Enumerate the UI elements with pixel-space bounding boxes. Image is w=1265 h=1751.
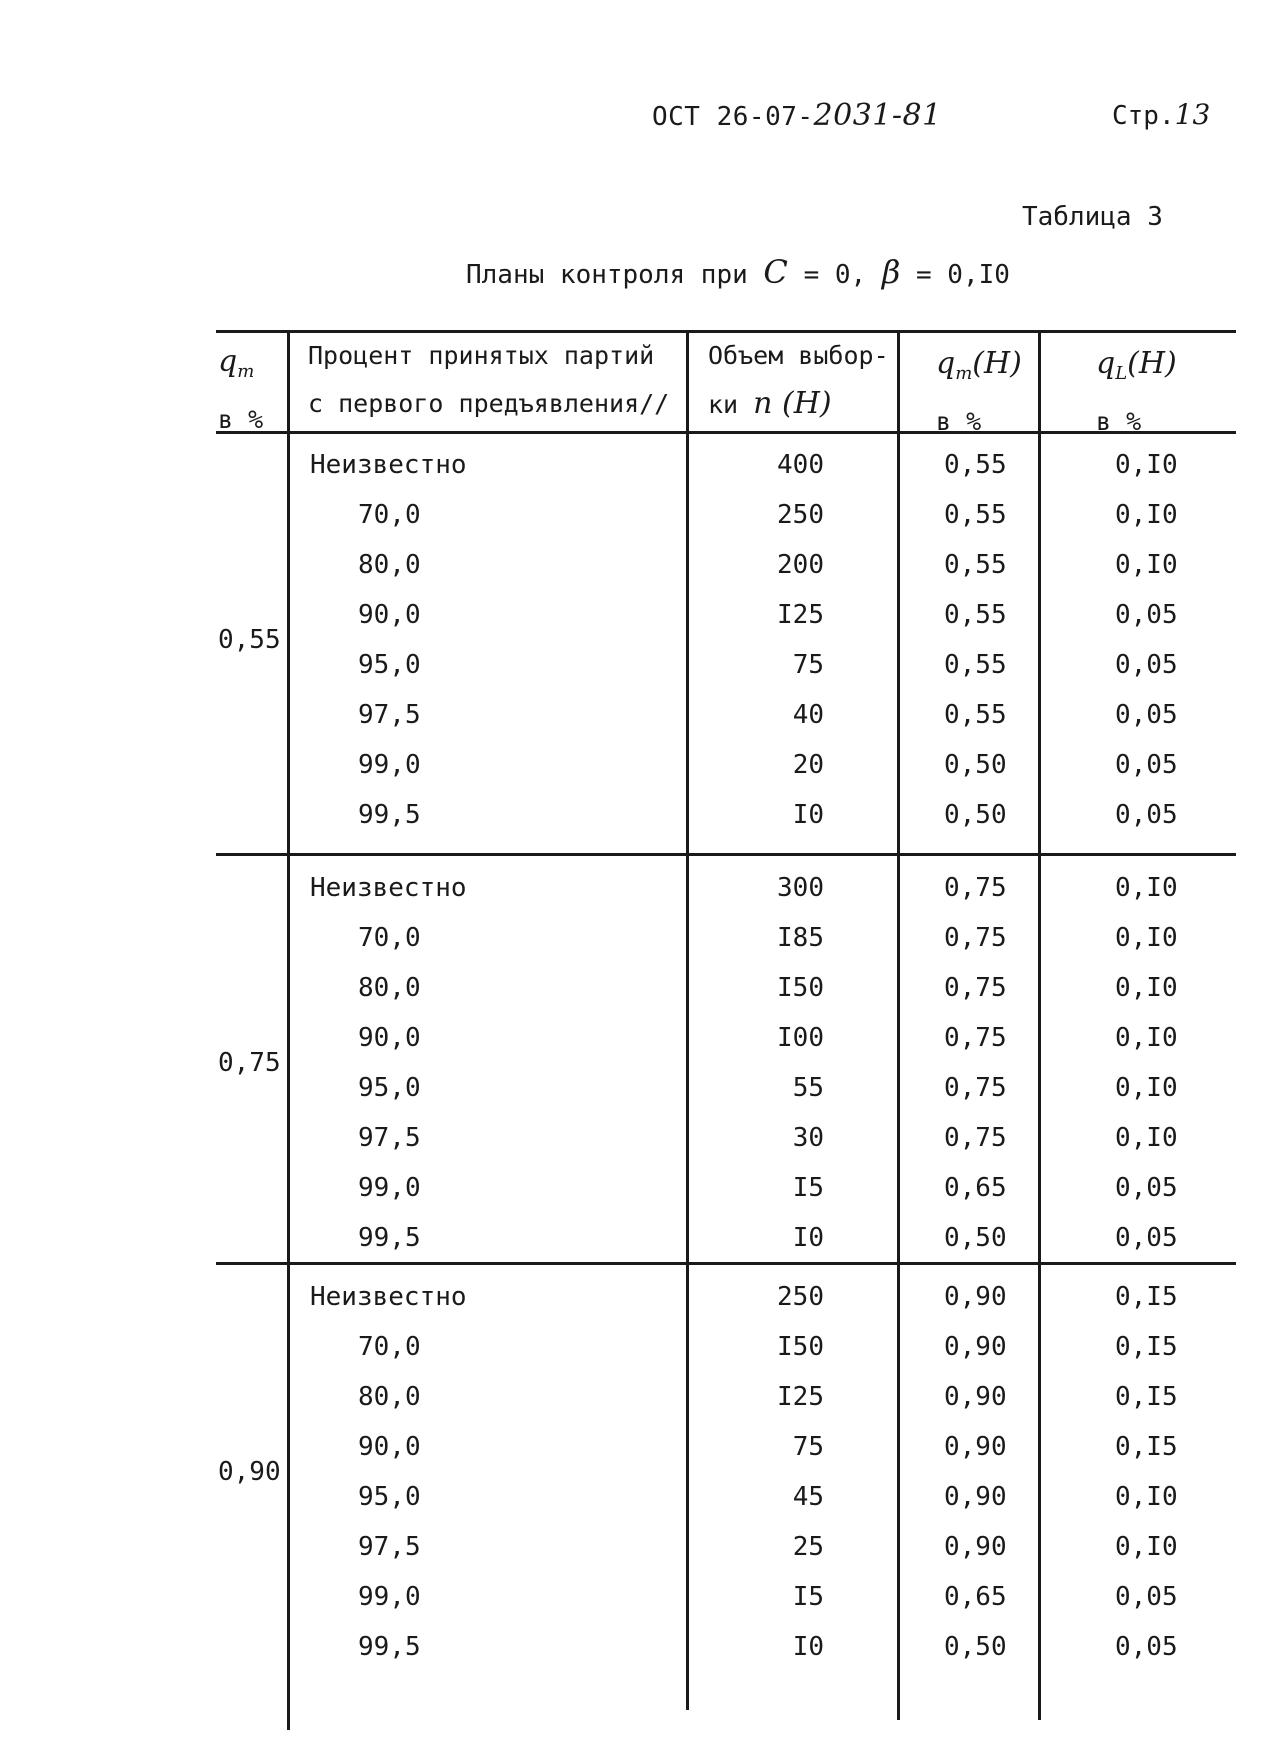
page-number-value: 13 — [1174, 98, 1211, 131]
row-sample-size: I5 — [792, 1582, 824, 1612]
row-qm-h: 0,75 — [944, 1123, 1007, 1153]
row-qm-h: 0,75 — [944, 1023, 1007, 1053]
row-qm-h: 0,90 — [944, 1432, 1007, 1462]
row-percent-accepted: 90,0 — [358, 600, 421, 630]
row-ql-h: 0,I0 — [1115, 973, 1178, 1003]
row-sample-size: 55 — [792, 1073, 824, 1103]
row-sample-size: 250 — [777, 500, 824, 530]
row-qm-h: 0,50 — [944, 1632, 1007, 1662]
table-header-rule — [216, 431, 1236, 434]
document-code-handwritten: 2031-81 — [813, 98, 942, 133]
group-qm-label: 0,75 — [218, 1048, 281, 1078]
header-ql-h: $q_L(H)$ в % — [1096, 346, 1177, 436]
row-percent-accepted: 80,0 — [358, 1382, 421, 1412]
header-qm-h: $q_m(H)$ в % — [936, 346, 1022, 436]
table-label: Таблица 3 — [1022, 202, 1163, 232]
document-code-printed: ОСТ 26-07- — [652, 102, 814, 132]
row-ql-h: 0,05 — [1115, 1582, 1178, 1612]
row-qm-h: 0,75 — [944, 873, 1007, 903]
row-sample-size: 250 — [777, 1282, 824, 1312]
row-ql-h: 0,I0 — [1115, 1023, 1178, 1053]
row-sample-size: I00 — [777, 1023, 824, 1053]
column-rule-4 — [1038, 330, 1041, 1720]
row-sample-size: I50 — [777, 973, 824, 1003]
row-sample-size: 75 — [792, 650, 824, 680]
row-ql-h: 0,I0 — [1115, 550, 1178, 580]
row-ql-h: 0,I0 — [1115, 1123, 1178, 1153]
row-percent-accepted: 95,0 — [358, 1482, 421, 1512]
caption-prefix: Планы контроля при — [466, 260, 748, 290]
row-ql-h: 0,I0 — [1115, 450, 1178, 480]
row-sample-size: 200 — [777, 550, 824, 580]
row-ql-h: 0,I0 — [1115, 1532, 1178, 1562]
row-ql-h: 0,I0 — [1115, 873, 1178, 903]
row-ql-h: 0,05 — [1115, 800, 1178, 830]
row-percent-accepted: 95,0 — [358, 1073, 421, 1103]
row-qm-h: 0,55 — [944, 450, 1007, 480]
header-sample-size: Объем выбор- ки n (H) — [708, 341, 889, 421]
row-ql-h: 0,I0 — [1115, 1073, 1178, 1103]
row-ql-h: 0,I0 — [1115, 923, 1178, 953]
group-qm-label: 0,55 — [218, 625, 281, 655]
row-percent-accepted: 99,5 — [358, 1632, 421, 1662]
row-percent-accepted: 97,5 — [358, 1123, 421, 1153]
row-percent-accepted: 99,5 — [358, 800, 421, 830]
row-qm-h: 0,75 — [944, 973, 1007, 1003]
column-rule-2 — [686, 330, 689, 1710]
row-sample-size: 20 — [792, 750, 824, 780]
row-percent-accepted: 70,0 — [358, 500, 421, 530]
row-ql-h: 0,05 — [1115, 1223, 1178, 1253]
group-divider-1 — [216, 853, 1236, 856]
header-percent-accepted: Процент принятых партий с первого предъявления// — [308, 341, 670, 418]
row-ql-h: 0,05 — [1115, 650, 1178, 680]
row-percent-accepted: Неизвестно — [310, 1282, 467, 1312]
row-percent-accepted: 99,0 — [358, 1582, 421, 1612]
row-percent-accepted: 99,0 — [358, 750, 421, 780]
row-percent-accepted: 99,5 — [358, 1223, 421, 1253]
table-caption — [466, 253, 1010, 291]
row-percent-accepted: 90,0 — [358, 1023, 421, 1053]
row-qm-h: 0,55 — [944, 550, 1007, 580]
row-sample-size: 30 — [792, 1123, 824, 1153]
row-sample-size: I25 — [777, 600, 824, 630]
row-percent-accepted: Неизвестно — [310, 873, 467, 903]
row-ql-h: 0,I5 — [1115, 1382, 1178, 1412]
document-code — [652, 98, 942, 133]
row-qm-h: 0,55 — [944, 700, 1007, 730]
row-qm-h: 0,55 — [944, 600, 1007, 630]
page-label: Стр. — [1112, 101, 1175, 131]
group-divider-2 — [216, 1262, 1236, 1265]
row-sample-size: I0 — [792, 1223, 824, 1253]
row-qm-h: 0,65 — [944, 1582, 1007, 1612]
caption-beta-symbol: β — [881, 253, 901, 291]
row-percent-accepted: 70,0 — [358, 923, 421, 953]
row-percent-accepted: 80,0 — [358, 973, 421, 1003]
row-qm-h: 0,50 — [944, 750, 1007, 780]
row-percent-accepted: Неизвестно — [310, 450, 467, 480]
row-qm-h: 0,90 — [944, 1482, 1007, 1512]
group-qm-label: 0,90 — [218, 1457, 281, 1487]
row-qm-h: 0,65 — [944, 1173, 1007, 1203]
column-rule-3 — [897, 330, 900, 1720]
row-sample-size: I0 — [792, 1632, 824, 1662]
row-percent-accepted: 90,0 — [358, 1432, 421, 1462]
row-percent-accepted: 95,0 — [358, 650, 421, 680]
row-qm-h: 0,50 — [944, 800, 1007, 830]
row-qm-h: 0,75 — [944, 1073, 1007, 1103]
column-rule-1 — [287, 330, 290, 1730]
row-ql-h: 0,I0 — [1115, 1482, 1178, 1512]
row-sample-size: I0 — [792, 800, 824, 830]
row-sample-size: 40 — [792, 700, 824, 730]
caption-beta-value: = 0,I0 — [916, 260, 1010, 290]
row-qm-h: 0,90 — [944, 1532, 1007, 1562]
row-sample-size: I5 — [792, 1173, 824, 1203]
row-ql-h: 0,05 — [1115, 600, 1178, 630]
row-qm-h: 0,90 — [944, 1282, 1007, 1312]
row-percent-accepted: 70,0 — [358, 1332, 421, 1362]
row-sample-size: 25 — [792, 1532, 824, 1562]
row-ql-h: 0,05 — [1115, 1173, 1178, 1203]
row-ql-h: 0,I0 — [1115, 500, 1178, 530]
row-sample-size: I50 — [777, 1332, 824, 1362]
row-qm-h: 0,75 — [944, 923, 1007, 953]
row-sample-size: I85 — [777, 923, 824, 953]
row-qm-h: 0,90 — [944, 1332, 1007, 1362]
row-qm-h: 0,55 — [944, 650, 1007, 680]
header-qm: $q_m$ в % — [218, 344, 264, 434]
row-ql-h: 0,I5 — [1115, 1282, 1178, 1312]
row-ql-h: 0,05 — [1115, 700, 1178, 730]
caption-c-symbol: C — [763, 253, 788, 291]
row-percent-accepted: 97,5 — [358, 1532, 421, 1562]
row-ql-h: 0,05 — [1115, 1632, 1178, 1662]
row-sample-size: 75 — [792, 1432, 824, 1462]
row-qm-h: 0,50 — [944, 1223, 1007, 1253]
row-ql-h: 0,I5 — [1115, 1432, 1178, 1462]
row-percent-accepted: 99,0 — [358, 1173, 421, 1203]
row-sample-size: 45 — [792, 1482, 824, 1512]
row-qm-h: 0,90 — [944, 1382, 1007, 1412]
page-number — [1112, 98, 1210, 131]
row-qm-h: 0,55 — [944, 500, 1007, 530]
row-ql-h: 0,I5 — [1115, 1332, 1178, 1362]
caption-c-value: = 0, — [803, 260, 867, 290]
row-sample-size: 400 — [777, 450, 824, 480]
row-percent-accepted: 80,0 — [358, 550, 421, 580]
row-percent-accepted: 97,5 — [358, 700, 421, 730]
row-ql-h: 0,05 — [1115, 750, 1178, 780]
row-sample-size: I25 — [777, 1382, 824, 1412]
row-sample-size: 300 — [777, 873, 824, 903]
